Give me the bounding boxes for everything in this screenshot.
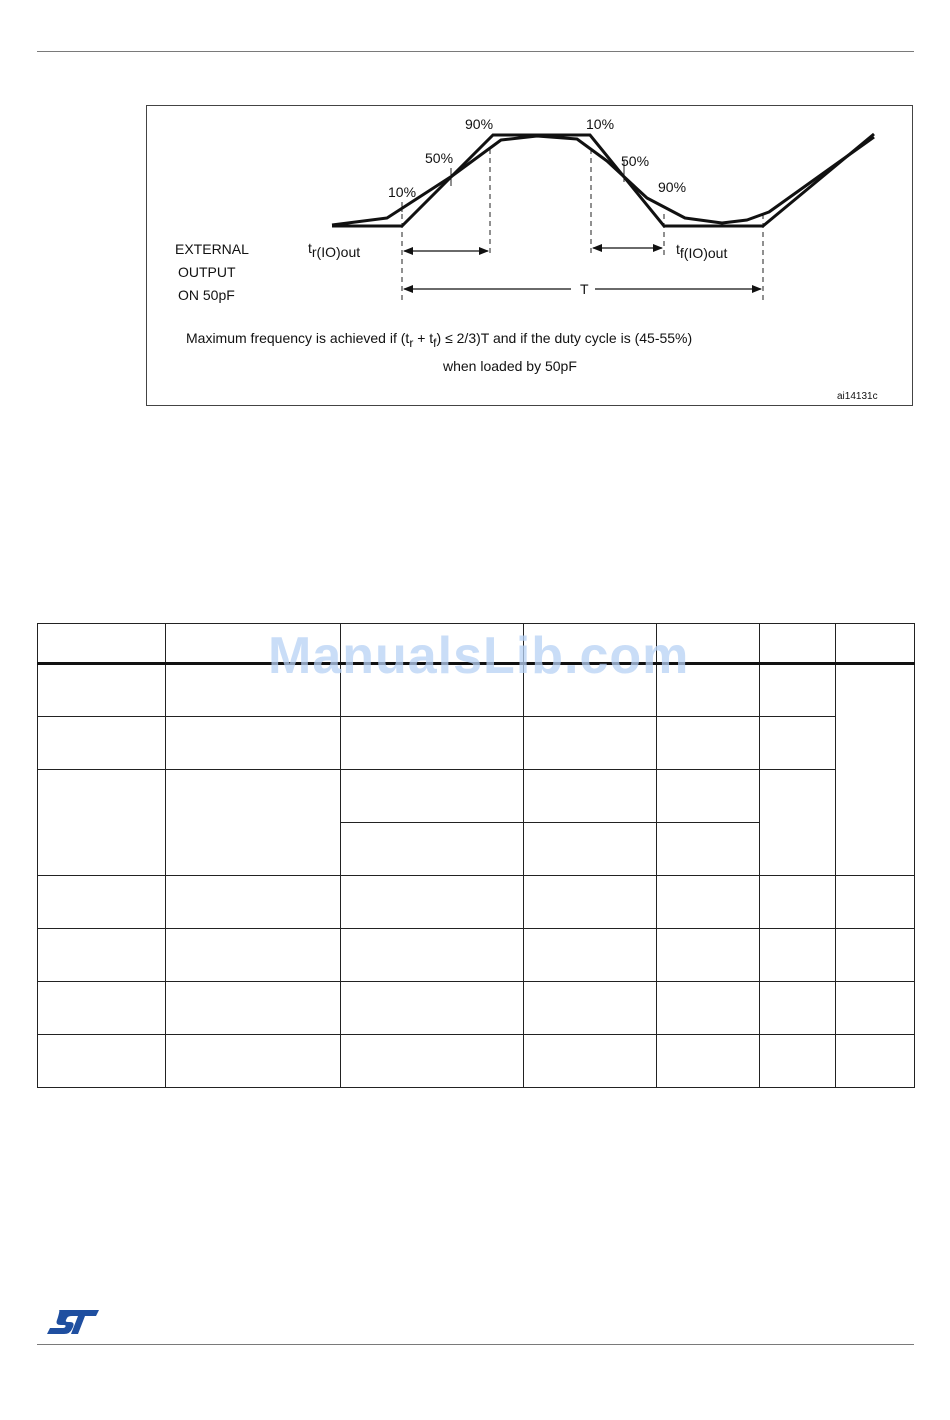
label-90-right: 90% — [658, 179, 687, 195]
table-cell — [341, 717, 524, 770]
table-cell — [166, 876, 341, 929]
table-cell — [760, 876, 836, 929]
table-cell — [760, 717, 836, 770]
table-cell — [760, 1035, 836, 1088]
io-timing-diagram — [147, 106, 914, 407]
table-cell — [657, 1035, 760, 1088]
table-cell — [836, 876, 915, 929]
caption-line-3: ON 50pF — [178, 287, 235, 303]
table-cell — [166, 982, 341, 1035]
caption-line-1: EXTERNAL — [175, 241, 249, 257]
table-cell — [341, 664, 524, 717]
table-cell — [836, 624, 915, 664]
table-cell — [341, 624, 524, 664]
table-cell — [38, 664, 166, 717]
table-cell — [760, 982, 836, 1035]
table-cell — [38, 624, 166, 664]
table-cell — [524, 1035, 657, 1088]
table-cell — [836, 664, 915, 876]
table-cell — [657, 770, 760, 823]
table-cell — [657, 664, 760, 717]
table-cell — [38, 876, 166, 929]
table-cell — [657, 717, 760, 770]
table-cell — [657, 624, 760, 664]
table-cell — [166, 664, 341, 717]
table-cell — [760, 770, 836, 876]
table-cell — [524, 982, 657, 1035]
table-cell — [166, 717, 341, 770]
table-cell — [760, 929, 836, 982]
table-cell — [524, 664, 657, 717]
table-cell — [524, 876, 657, 929]
table-cell — [524, 624, 657, 664]
label-50-right: 50% — [621, 153, 650, 169]
table-cell — [341, 982, 524, 1035]
label-10-left: 10% — [388, 184, 417, 200]
table-cell — [341, 876, 524, 929]
table-cell — [657, 823, 760, 876]
table-row — [38, 717, 915, 770]
max-frequency-note: Maximum frequency is achieved if (tr + tf) ≤ 2/3)T and if the duty cycle is (45-55%) — [186, 330, 693, 350]
table-cell — [836, 929, 915, 982]
table-cell — [341, 823, 524, 876]
load-note: when loaded by 50pF — [443, 358, 577, 374]
table-cell — [38, 770, 166, 876]
table-cell — [524, 929, 657, 982]
table-cell — [657, 876, 760, 929]
table-cell — [836, 982, 915, 1035]
table-cell — [341, 1035, 524, 1088]
header-rule — [37, 51, 914, 52]
ideal-waveform — [332, 134, 874, 226]
label-90-left: 90% — [465, 116, 494, 132]
footer-rule — [37, 1344, 914, 1345]
table-row — [38, 770, 915, 823]
table-cell — [760, 664, 836, 717]
table-cell — [166, 1035, 341, 1088]
table-cell — [657, 929, 760, 982]
table-row — [38, 929, 915, 982]
table-cell — [341, 929, 524, 982]
period-label: T — [580, 281, 589, 297]
table-cell — [38, 982, 166, 1035]
table-cell — [836, 1035, 915, 1088]
figure-id: ai14131c — [837, 391, 878, 402]
table-cell — [524, 770, 657, 823]
caption-line-2: OUTPUT — [178, 264, 236, 280]
table-row — [38, 876, 915, 929]
characteristics-table — [37, 623, 915, 1088]
table-cell — [760, 624, 836, 664]
table-cell — [166, 624, 341, 664]
table-header-row — [38, 624, 915, 664]
table-row — [38, 1035, 915, 1088]
table-cell — [38, 717, 166, 770]
table-cell — [166, 770, 341, 876]
table-cell — [38, 1035, 166, 1088]
io-timing-figure — [146, 105, 913, 406]
table-cell — [166, 929, 341, 982]
label-10-right: 10% — [586, 116, 615, 132]
table-cell — [341, 770, 524, 823]
table-row — [38, 982, 915, 1035]
table-cell — [38, 929, 166, 982]
rise-time-label: tr(IO)out — [308, 240, 361, 260]
label-50-left: 50% — [425, 150, 454, 166]
table-cell — [524, 823, 657, 876]
table-cell — [657, 982, 760, 1035]
table-cell — [524, 717, 657, 770]
watermark: ManualsLib.com — [268, 627, 690, 685]
st-logo — [45, 1308, 101, 1336]
table-row — [38, 664, 915, 717]
fall-time-label: tf(IO)out — [676, 241, 728, 261]
